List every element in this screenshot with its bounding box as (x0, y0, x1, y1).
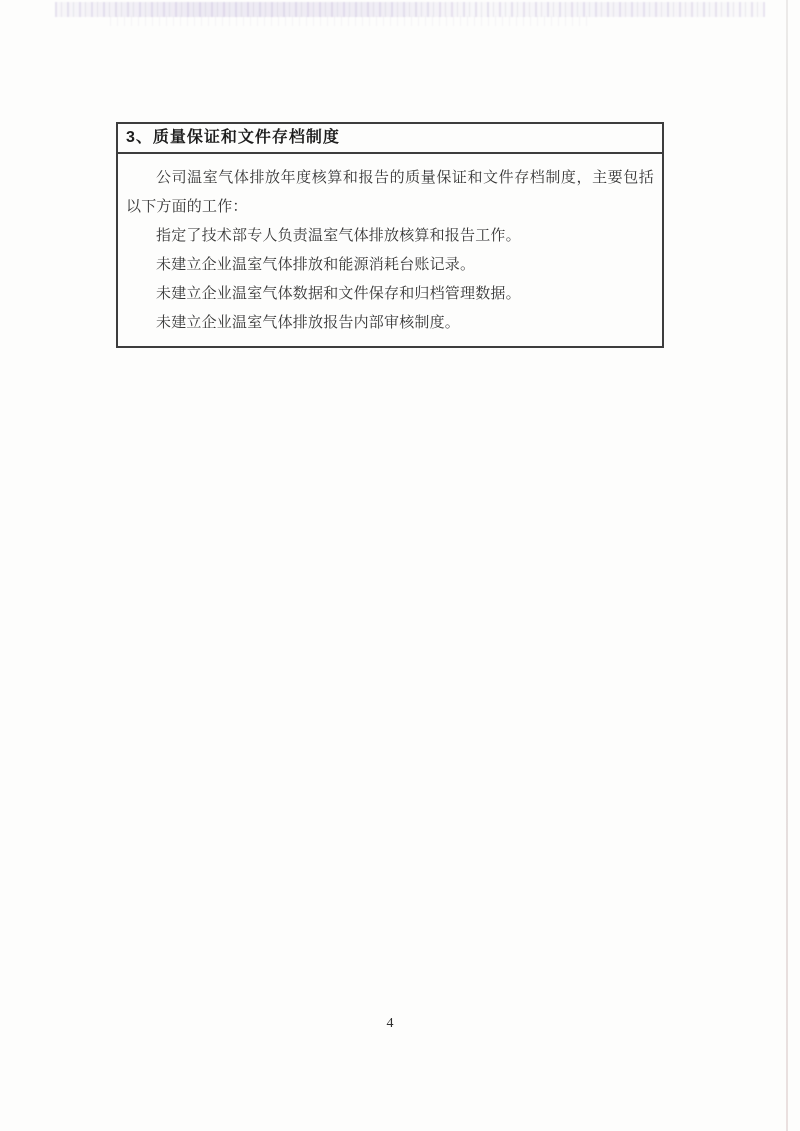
paragraph-item-2: 未建立企业温室气体排放和能源消耗台账记录。 (156, 257, 476, 273)
page-number: 4 (386, 1016, 394, 1031)
paragraph-item-3: 未建立企业温室气体数据和文件保存和归档管理数据。 (156, 286, 521, 302)
paragraph-item-1: 指定了技术部专人负责温室气体排放核算和报告工作。 (156, 228, 521, 244)
section-heading: 3、质量保证和文件存档制度 (118, 124, 662, 154)
section-box (116, 122, 664, 348)
section-content (118, 154, 662, 338)
paragraph-intro: 公司温室气体排放年度核算和报告的质量保证和文件存档制度，主要包括以下方面的工作： (126, 170, 654, 215)
scan-noise-artifact (55, 2, 765, 17)
scan-noise-artifact-secondary (110, 16, 590, 26)
paragraph-item-4: 未建立企业温室气体排放报告内部审核制度。 (156, 315, 461, 331)
scan-edge-line-artifact (786, 0, 788, 1131)
